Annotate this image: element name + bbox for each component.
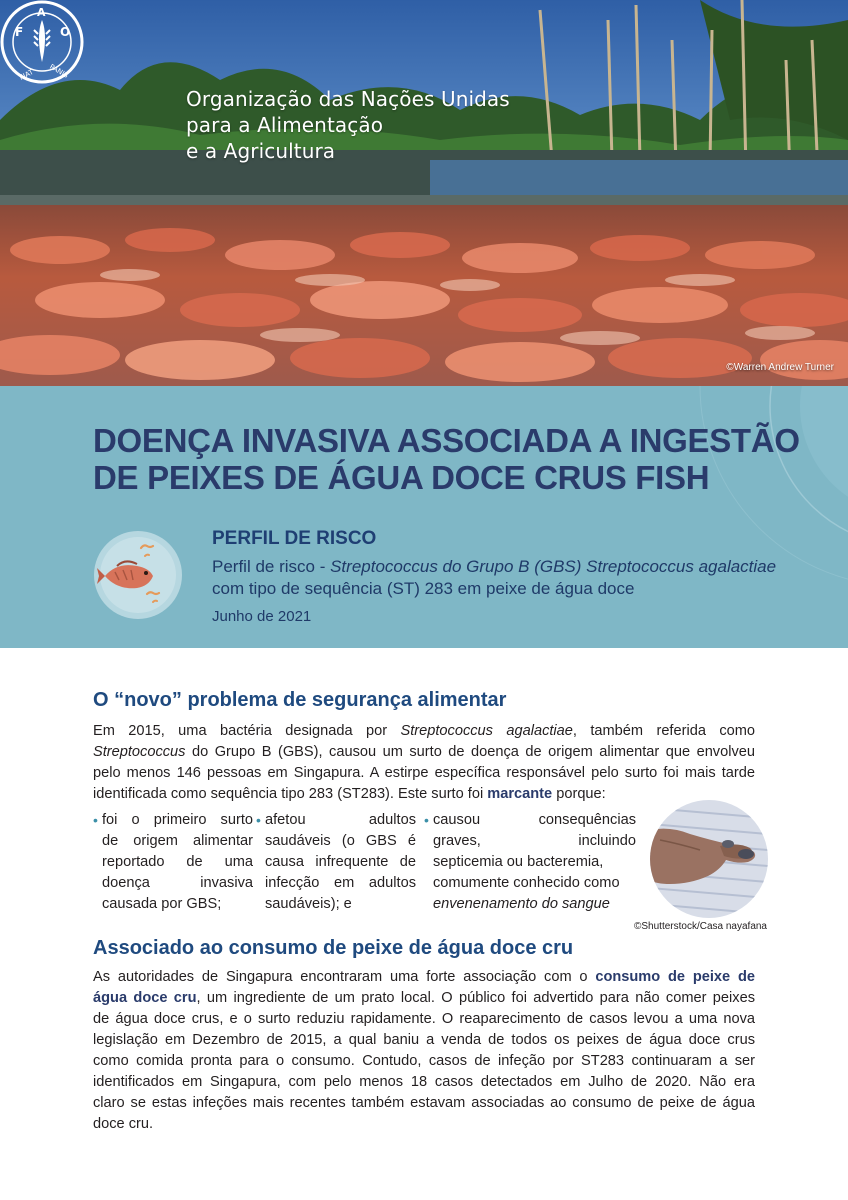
hand-photo-credit: ©Shutterstock/Casa nayafana (634, 921, 767, 932)
title-band (0, 386, 848, 648)
bullet-3-text (433, 810, 636, 915)
bullet-1-line: de origem alimentar (102, 833, 253, 849)
bullet-2-text (265, 810, 416, 915)
bullet-2-line: infecção em adultos (265, 875, 416, 891)
section2-paragraph (93, 967, 755, 1135)
bullet-1-text (102, 810, 253, 915)
bullet-3-line: septicemia ou bacteremia, (433, 854, 604, 870)
section1-heading: O “novo” problema de segurança alimentar (93, 689, 507, 711)
s1-italic: Streptococcus agalactiae (400, 723, 573, 739)
bullet-3-line: graves, incluindo (433, 833, 636, 849)
s1-text: do Grupo B (GBS), causou um surto de doença de origem alimentar que envolveu (185, 744, 755, 760)
s1-line: pelo menos 146 pessoas em Singapura. A estirpe específica responsável pelo surto foi mais tarde (93, 765, 755, 781)
org-line-2: para a Alimentação (186, 113, 384, 137)
bullet-3-line: comumente conhecido como (433, 875, 620, 891)
logo-letter-o: O (60, 25, 71, 39)
logo-letter-f: F (15, 25, 24, 39)
bullet-1-line: reportado de uma (102, 854, 253, 870)
s1-text: , também referida como (572, 723, 756, 739)
s2-line: claro se estas infeções mais recentes também estavam associadas ao consumo de peixe de água (93, 1095, 755, 1111)
page-title (93, 422, 833, 496)
s2-text: , um ingrediente de um prato local. O público foi advertido para não comer peixes (196, 990, 755, 1006)
s1-text: Em 2015, uma bactéria designada por (93, 723, 401, 739)
bullet-3-line: causou consequências (433, 812, 636, 828)
risk-desc-line-2: com tipo de sequência (ST) 283 em peixe de água doce (212, 579, 635, 598)
organization-name (186, 86, 510, 164)
bullet-dot: • (424, 812, 429, 828)
org-line-1: Organização das Nações Unidas (186, 87, 510, 111)
bullet-2-line: saudáveis (o GBS é (265, 833, 416, 849)
publication-date: Junho de 2021 (212, 608, 312, 625)
s1-text: identificada como sequência tipo 283 (ST283). Este surto foi (93, 786, 488, 802)
hand-photo (650, 800, 768, 918)
bullet-3-italic: envenenamento do sangue (433, 896, 610, 912)
s2-line: identificados em Singapura, com pelo menos 18 casos detectados em Julho de 2020. Não era (93, 1074, 755, 1090)
bullet-2-line: saudáveis); e (265, 896, 352, 912)
risk-profile-description (212, 556, 832, 600)
s2-line: legislação em Dezembro de 2015, a qual baniu a venda de todos os peixes de água doce crus (93, 1032, 755, 1048)
logo-fiat: FIAT (18, 68, 35, 82)
bullet-2-line: afetou adultos (265, 812, 416, 828)
title-line-1: DOENÇA INVASIVA ASSOCIADA A INGESTÃO (93, 422, 800, 459)
s2-text: As autoridades de Singapura encontraram uma forte associação com o (93, 969, 596, 985)
section1-paragraph (93, 721, 755, 805)
s1-text: porque: (552, 786, 606, 802)
fish-icon (93, 530, 183, 620)
bullet-1-line: foi o primeiro surto (102, 812, 253, 828)
bullet-1-line: doença invasiva (102, 875, 253, 891)
risk-desc-organism: Streptococcus do Grupo B (GBS) Streptococcus agalactiae (330, 557, 777, 576)
s2-line: de água doce crus, e o surto reduziu rapidamente. O reaparecimento de casos levou a uma nova (93, 1011, 755, 1027)
fish-farm-photo (0, 0, 848, 386)
bullet-1-line: causada por GBS; (102, 896, 222, 912)
title-line-2: DE PEIXES DE ÁGUA DOCE CRUS FISH (93, 459, 710, 496)
bullet-2-line: causa infrequente de (265, 854, 416, 870)
bullet-columns (93, 810, 643, 920)
s2-line: doce cru. (93, 1116, 154, 1132)
section2-heading: Associado ao consumo de peixe de água doce cru (93, 937, 574, 959)
bullet-dot: • (256, 812, 261, 828)
risk-profile-heading: PERFIL DE RISCO (212, 528, 377, 549)
logo-panis: PANIS (48, 62, 70, 80)
hero-photo-credit: ©Warren Andrew Turner (726, 362, 834, 373)
logo-letter-a: A (37, 6, 46, 19)
s2-highlight: consumo de peixe de (595, 969, 755, 985)
s2-highlight: água doce cru (93, 990, 197, 1006)
risk-desc-prefix: Perfil de risco - (212, 557, 331, 576)
s2-line: como comida pronta para o consumo. Contudo, casos de infeção por ST283 continuaram a ser (93, 1053, 755, 1069)
s1-highlight: marcante (487, 786, 553, 802)
org-line-3: e a Agricultura (186, 139, 336, 163)
hero-photo (0, 0, 848, 386)
risk-profile-block (212, 528, 832, 626)
fao-logo (0, 0, 84, 84)
bullet-dot: • (93, 812, 98, 828)
s1-italic: Streptococcus (93, 744, 186, 760)
